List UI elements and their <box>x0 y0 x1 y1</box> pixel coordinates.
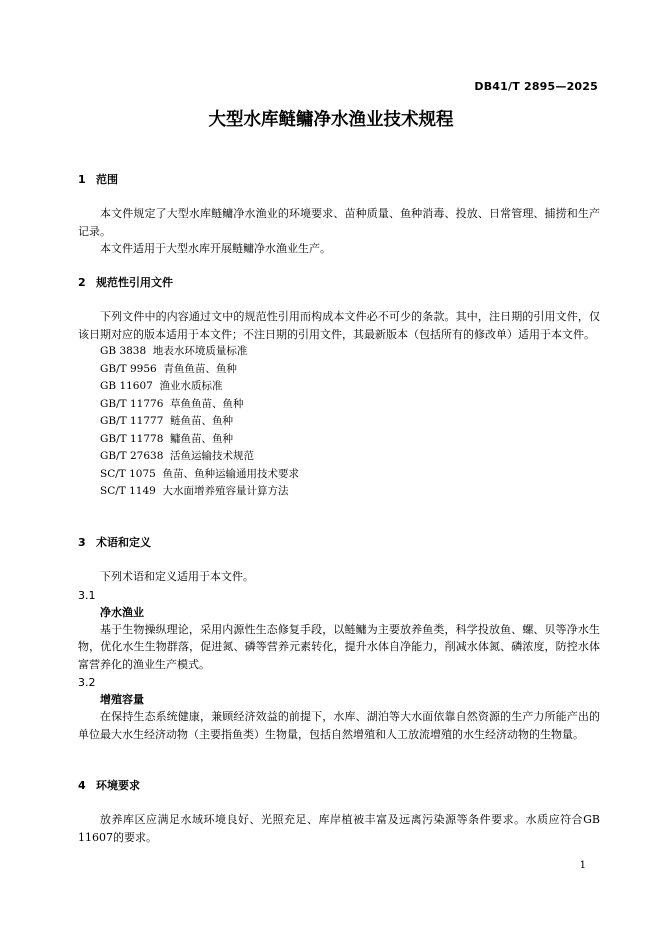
section-2-heading <box>78 275 600 291</box>
section-3-heading <box>78 535 600 551</box>
term-number: 3.2 <box>78 676 96 689</box>
section-number: 1 <box>78 173 86 186</box>
page-number: 1 <box>579 860 586 871</box>
document-id: DB41/T 2895—2025 <box>474 80 598 93</box>
reference-item: GB 11607 渔业水质标准 <box>100 380 223 392</box>
section-number: 3 <box>78 536 86 549</box>
section-4-body <box>78 811 600 846</box>
reference-item: GB 3838 地表水环境质量标准 <box>100 345 248 357</box>
paragraph: 下列术语和定义适用于本文件。 <box>100 570 254 583</box>
reference-item: GB/T 11776 草鱼鱼苗、鱼种 <box>100 397 244 410</box>
section-number: 4 <box>78 779 86 792</box>
term-number: 3.1 <box>78 588 96 602</box>
section-title: 规范性引用文件 <box>96 276 173 289</box>
section-1-heading <box>78 172 600 188</box>
section-2-body <box>78 308 600 501</box>
section-title: 范围 <box>96 173 118 186</box>
paragraph: 本文件适用于大型水库开展鲢鳙净水渔业生产。 <box>100 242 331 255</box>
paragraph: 下列文件中的内容通过文中的规范性引用而构成本文件必不可少的条款。其中，注日期的引用文件，仅该日期对应的版本适用于本文件；不注日期的引用文件，其最新版本（包括所有的修改单）适用于本文件。 <box>78 310 600 341</box>
reference-item: SC/T 1075 鱼苗、鱼种运输通用技术要求 <box>100 467 300 480</box>
term-name: 增殖容量 <box>100 693 144 706</box>
term-definition: 基于生物操纵理论，采用内源性生态修复手段，以鲢鳙为主要放养鱼类，科学投放鱼、螺、贝等净水生物，优化水生生物群落，促进氮、磷等营养元素转化，提升水体自净能力，削减水体氮、磷浓度，防控水体富营养化的渔业生产模式。 <box>78 622 600 671</box>
term-name: 净水渔业 <box>100 605 144 619</box>
paragraph: 放养库区应满足水域环境良好、光照充足、库岸植被丰富及远离污染源等条件要求。水质应符合GB 11607的要求。 <box>78 813 600 844</box>
reference-list <box>78 343 600 501</box>
term-definition: 在保持生态系统健康，兼顾经济效益的前提下，水库、湖泊等大水面依靠自然资源的生产力所能产出的单位最大水生经济动物（主要指鱼类）生物量，包括自然增殖和人工放流增殖的水生经济动物的生物量。 <box>78 710 600 741</box>
reference-item: SC/T 1149 大水面增养殖容量计算方法 <box>100 485 289 497</box>
document-title: 大型水库鲢鳙净水渔业技术规程 <box>208 110 454 130</box>
reference-item: GB/T 27638 活鱼运输技术规范 <box>100 450 255 462</box>
reference-item: GB/T 11778 鳙鱼苗、鱼种 <box>100 432 234 445</box>
section-title: 环境要求 <box>96 779 140 792</box>
reference-item: GB/T 11777 鲢鱼苗、鱼种 <box>100 415 234 427</box>
section-4-heading <box>78 778 600 794</box>
reference-item: GB/T 9956 青鱼鱼苗、鱼种 <box>100 362 237 375</box>
section-title: 术语和定义 <box>96 536 151 549</box>
section-1-body <box>78 205 600 258</box>
section-number: 2 <box>78 276 86 289</box>
paragraph: 本文件规定了大型水库鲢鳙净水渔业的环境要求、苗种质量、鱼种消毒、投放、日常管理、捕捞和生产记录。 <box>78 207 600 238</box>
section-3-body <box>78 568 600 743</box>
